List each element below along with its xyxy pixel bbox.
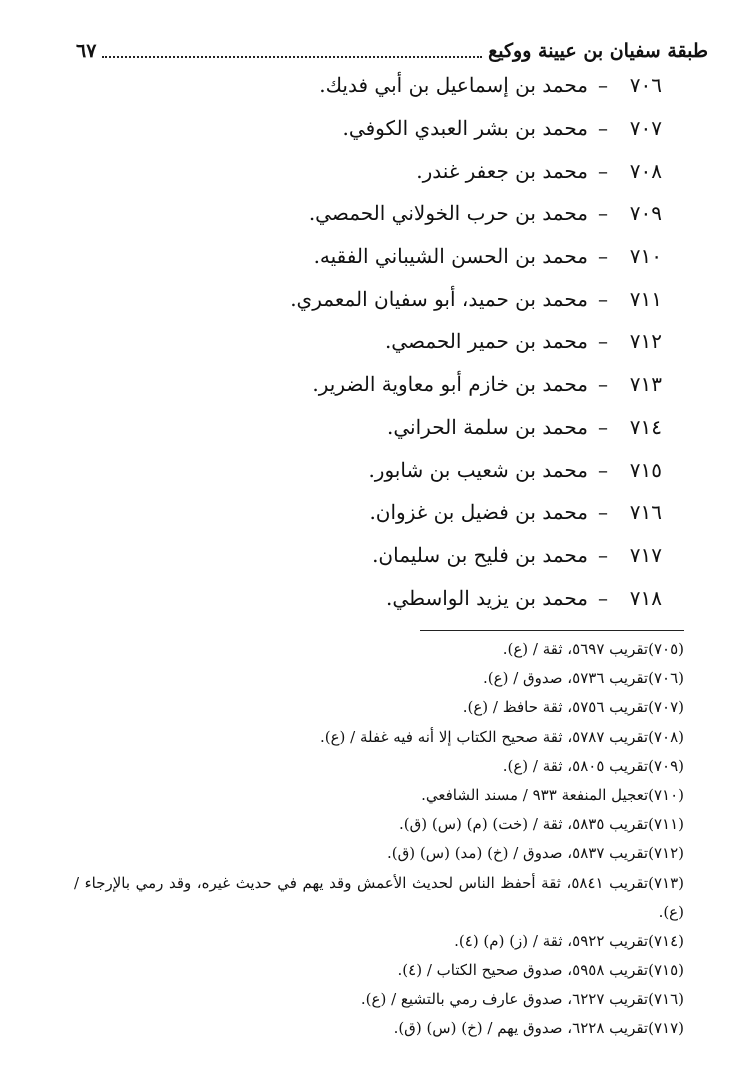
entry-number: ٧١٣ [629, 372, 662, 397]
entry-text: محمد بن فضيل بن غزوان. [369, 500, 588, 525]
footnote: (٧١٣)تقريب ٥٨٤١، ثقة أحفظ الناس لحديث الأعمش وقد يهم في حديث غيره، وقد رمي بالإرجاء / (ع). [74, 873, 684, 921]
entry-number: ٧٠٩ [629, 201, 662, 226]
entry-text: محمد بن حميد، أبو سفيان المعمري. [290, 286, 588, 311]
footnote-list [74, 635, 684, 1044]
narrator-entry [242, 491, 662, 534]
leader-dots [102, 56, 482, 58]
footnote: (٧٠٩)تقريب ٥٨٠٥، ثقة / (ع). [502, 756, 684, 775]
footnote: (٧١١)تقريب ٥٨٣٥، ثقة / (خت) (م) (س) (ق). [399, 815, 684, 834]
entry-dash: – [598, 585, 608, 610]
narrator-entry [242, 64, 662, 107]
entry-number: ٧١٠ [629, 244, 662, 269]
entry-dash: – [598, 372, 608, 397]
footnote: (٧١٤)تقريب ٥٩٢٢، ثقة / (ز) (م) (٤). [454, 931, 684, 950]
footnote: (٧١٢)تقريب ٥٨٣٧، صدوق / (خ) (مد) (س) (ق). [387, 844, 684, 863]
entry-number: ٧١٤ [629, 414, 662, 439]
narrator-entry [242, 107, 662, 150]
footnote: (٧٠٧)تقريب ٥٧٥٦، ثقة حافظ / (ع). [462, 698, 684, 717]
entry-dash: – [598, 414, 608, 439]
running-head [76, 36, 708, 66]
narrator-list [242, 64, 662, 619]
narrator-entry [242, 406, 662, 449]
entry-number: ٧١٧ [629, 542, 662, 567]
footnote: (٧١٧)تقريب ٦٢٢٨، صدوق يهم / (خ) (س) (ق). [393, 1019, 684, 1038]
entry-text: محمد بن إسماعيل بن أبي فديك. [319, 73, 588, 98]
entry-dash: – [598, 286, 608, 311]
footnote: (٧١٦)تقريب ٦٢٢٧، صدوق عارف رمي بالتشيع / (ع). [360, 990, 684, 1009]
entry-text: محمد بن حمير الحمصي. [384, 329, 588, 354]
narrator-entry [242, 235, 662, 278]
entry-number: ٧٠٨ [629, 158, 662, 183]
entry-text: محمد بن بشر العبدي الكوفي. [342, 116, 588, 141]
footnote: (٧١٠)تعجيل المنفعة ٩٣٣ / مسند الشافعي. [421, 785, 684, 804]
entry-dash: – [598, 158, 608, 183]
entry-text: محمد بن جعفر غندر. [416, 158, 588, 183]
entry-dash: – [598, 457, 608, 482]
entry-dash: – [598, 116, 608, 141]
entry-text: محمد بن يزيد الواسطي. [386, 585, 588, 610]
footnote-separator [420, 630, 684, 631]
entry-text: محمد بن شعيب بن شابور. [368, 457, 588, 482]
entry-text: محمد بن حرب الخولاني الحمصي. [308, 201, 588, 226]
narrator-entry [242, 277, 662, 320]
narrator-entry [242, 363, 662, 406]
page-number: ٦٧ [76, 40, 97, 62]
entry-number: ٧١٦ [629, 500, 662, 525]
entry-dash: – [598, 244, 608, 269]
entry-dash: – [598, 500, 608, 525]
entry-dash: – [598, 542, 608, 567]
footnote: (٧٠٦)تقريب ٥٧٣٦، صدوق / (ع). [483, 669, 684, 688]
narrator-entry [242, 448, 662, 491]
entry-number: ٧٠٦ [629, 73, 662, 98]
entry-text: محمد بن خازم أبو معاوية الضرير. [312, 372, 588, 397]
entry-number: ٧١٥ [629, 457, 662, 482]
entry-text: محمد بن فليح بن سليمان. [372, 542, 588, 567]
entry-number: ٧١١ [629, 286, 662, 311]
narrator-entry [242, 576, 662, 619]
entry-number: ٧٠٧ [629, 116, 662, 141]
entry-dash: – [598, 329, 608, 354]
entry-number: ٧١٢ [629, 329, 662, 354]
footnote: (٧١٥)تقريب ٥٩٥٨، صدوق صحيح الكتاب / (٤). [397, 961, 684, 980]
running-head-title: طبقة سفيان بن عيينة ووكيع [488, 40, 708, 62]
narrator-entry [242, 149, 662, 192]
entry-dash: – [598, 201, 608, 226]
entry-dash: – [598, 73, 608, 98]
footnote: (٧٠٥)تقريب ٥٦٩٧، ثقة / (ع). [502, 640, 684, 658]
narrator-entry [242, 534, 662, 577]
footnote: (٧٠٨)تقريب ٥٧٨٧، ثقة صحيح الكتاب إلا أنه فيه غفلة / (ع). [319, 727, 684, 746]
narrator-entry [242, 320, 662, 363]
entry-text: محمد بن سلمة الحراني. [387, 414, 588, 439]
narrator-entry [242, 192, 662, 235]
entry-text: محمد بن الحسن الشيباني الفقيه. [313, 244, 588, 269]
entry-number: ٧١٨ [629, 585, 662, 610]
